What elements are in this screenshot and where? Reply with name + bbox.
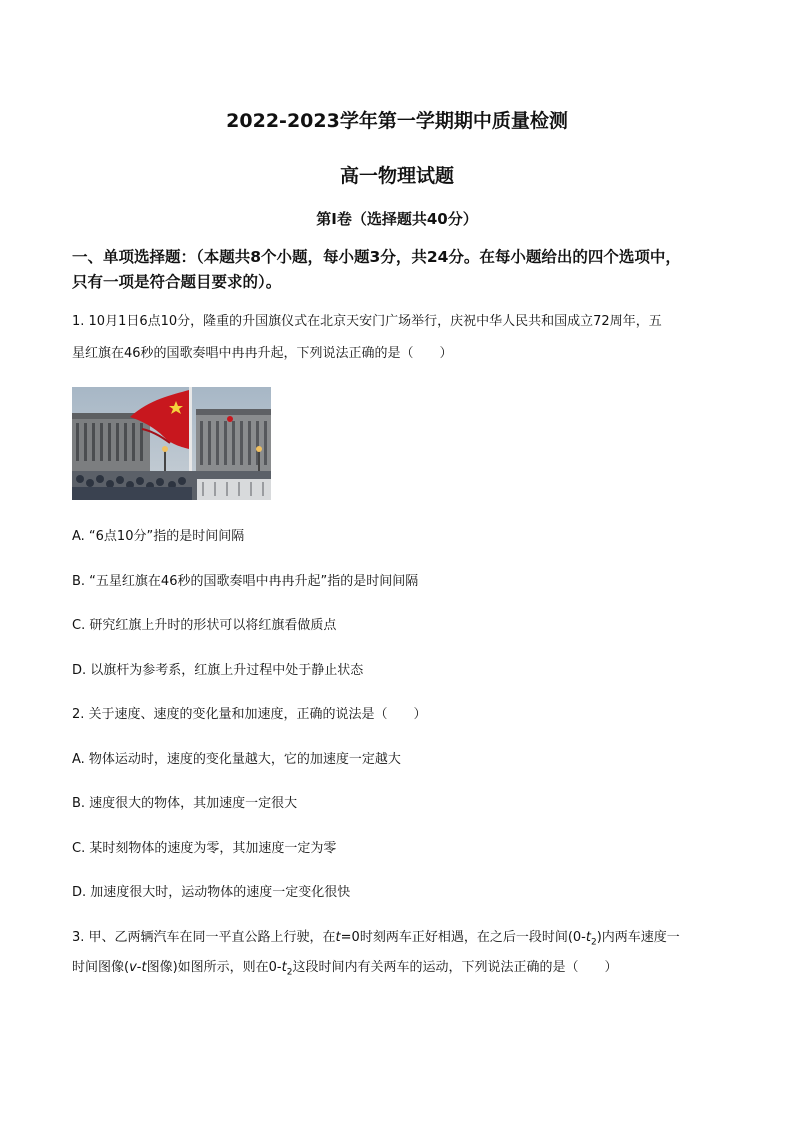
q1-option-b: B. “五星红旗在46秒的国歌奏唱中冉冉升起”指的是时间间隔 bbox=[72, 574, 419, 589]
q3-text: 这段时间内有关两车的运动，下列说法正确的是（ ） bbox=[292, 960, 618, 975]
q3-text: - bbox=[136, 960, 142, 975]
q1-option-c: C. 研究红旗上升时的形状可以将红旗看做质点 bbox=[72, 618, 337, 633]
q1-option-d: D. 以旗杆为参考系，红旗上升过程中处于静止状态 bbox=[72, 663, 364, 678]
q2-option-a: A. 物体运动时，速度的变化量越大，它的加速度一定越大 bbox=[72, 752, 401, 767]
q3-stem-line1 bbox=[72, 928, 680, 953]
q3-subscript: 2 bbox=[590, 937, 597, 948]
q3-text: =0时刻两车正好相遇，在之后一段时间(0- bbox=[340, 930, 586, 945]
q3-text: 时间图像( bbox=[72, 960, 130, 975]
volume-heading: 第Ⅰ卷（选择题共40分） bbox=[316, 210, 478, 228]
flag-raising-photo bbox=[72, 387, 271, 500]
q3-text: )内两车速度一 bbox=[596, 930, 680, 945]
section-heading bbox=[72, 245, 722, 295]
q1-option-a: A. “6点10分”指的是时间间隔 bbox=[72, 529, 245, 544]
section-heading-line1: 一、单项选择题：（本题共8个小题，每小题3分，共24分。在每小题给出的四个选项中， bbox=[72, 248, 681, 266]
q2-option-d: D. 加速度很大时，运动物体的速度一定变化很快 bbox=[72, 885, 351, 900]
q3-subscript: 2 bbox=[286, 967, 293, 978]
q1-stem-line1: 1. 10月1日6点10分，隆重的升国旗仪式在北京天安门广场举行，庆祝中华人民共和国成立72周年，五 bbox=[72, 314, 662, 329]
q3-text: 图像)如图所示，则在0- bbox=[146, 960, 282, 975]
q2-option-b: B. 速度很大的物体，其加速度一定很大 bbox=[72, 796, 298, 811]
q3-var-t: t bbox=[585, 930, 591, 945]
q2-stem: 2. 关于速度、速度的变化量和加速度，正确的说法是（ ） bbox=[72, 707, 427, 722]
q3-var-v: v bbox=[129, 960, 137, 975]
q3-var-t: t bbox=[335, 930, 341, 945]
section-heading-line2: 只有一项是符合题目要求的）。 bbox=[72, 273, 282, 291]
q3-stem-line2 bbox=[72, 958, 618, 983]
q3-var-t: t bbox=[141, 960, 147, 975]
q3-var-t: t bbox=[281, 960, 287, 975]
exam-subtitle: 高一物理试题 bbox=[339, 165, 454, 187]
q3-text: 3. 甲、乙两辆汽车在同一平直公路上行驶，在 bbox=[72, 930, 336, 945]
q2-option-c: C. 某时刻物体的速度为零，其加速度一定为零 bbox=[72, 841, 337, 856]
exam-title: 2022-2023学年第一学期期中质量检测 bbox=[226, 110, 568, 132]
q1-stem-line2: 星红旗在46秒的国歌奏唱中冉冉升起，下列说法正确的是（ ） bbox=[72, 346, 453, 361]
